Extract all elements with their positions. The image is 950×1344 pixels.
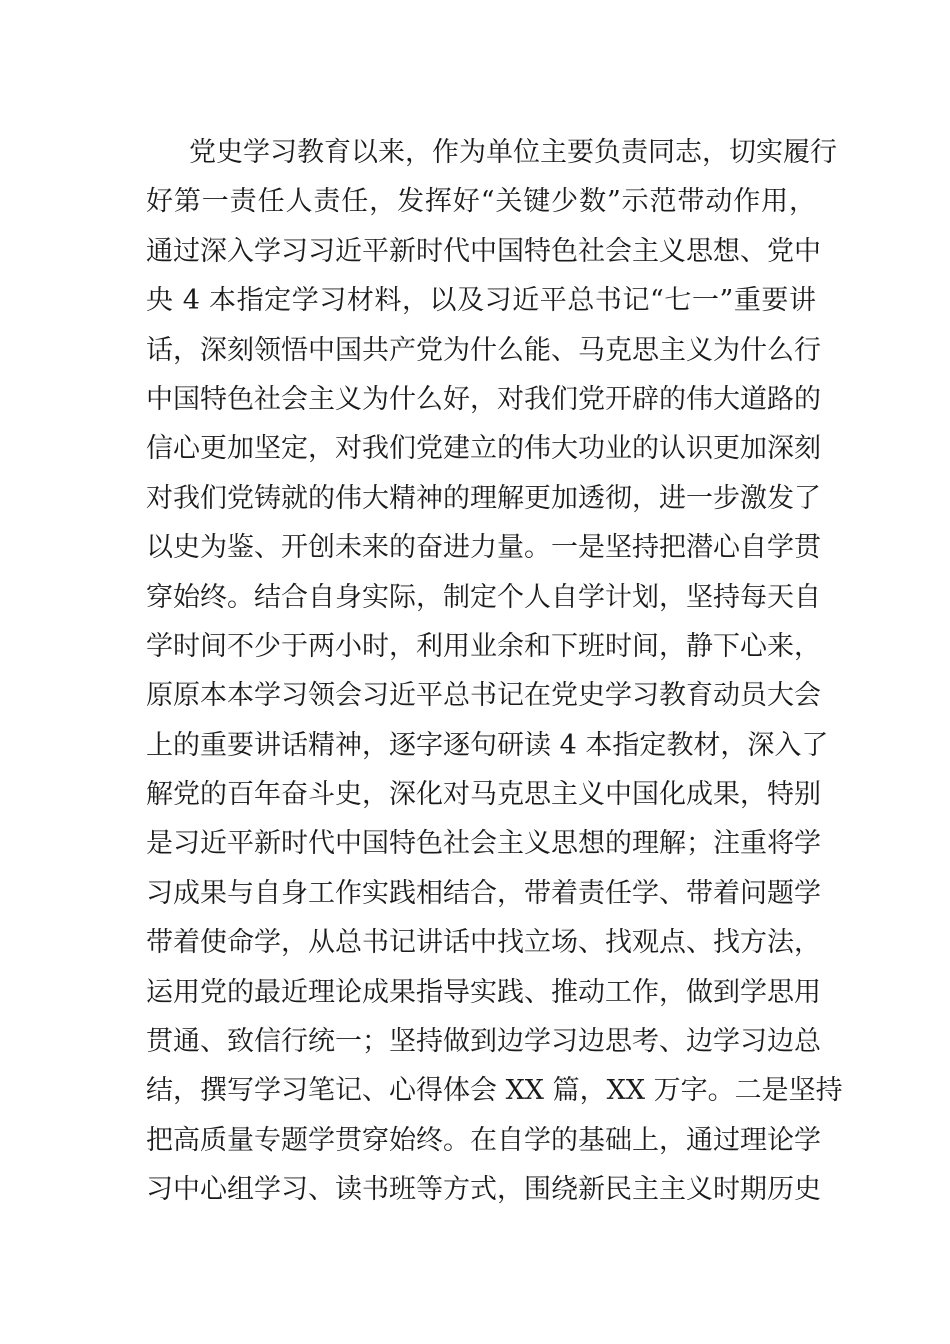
paragraph-line: 信心更加坚定，对我们党建立的伟大功业的认识更加深刻 (146, 433, 821, 465)
paragraph-line: 党史学习教育以来，作为单位主要负责同志，切实履行 (189, 137, 837, 168)
paragraph-line: 穿始终。结合自身实际，制定个人自学计划，坚持每天自 (146, 581, 821, 613)
paragraph-line: 习中心组学习、读书班等方式，围绕新民主主义时期历史 (146, 1174, 821, 1206)
paragraph-line: 好第一责任人责任，发挥好“关键少数”示范带动作用， (146, 186, 816, 218)
paragraph-line: 学时间不少于两小时，利用业余和下班时间，静下心来， (146, 630, 821, 662)
paragraph-line: 央 4 本指定学习材料，以及习近平总书记“七一”重要讲 (146, 285, 816, 317)
paragraph-line: 是习近平新时代中国特色社会主义思想的理解；注重将学 (146, 828, 821, 860)
paragraph-line: 解党的百年奋斗史，深化对马克思主义中国化成果，特别 (146, 779, 821, 811)
paragraph-line: 话，深刻领悟中国共产党为什么能、马克思主义为什么行 (146, 334, 821, 366)
paragraph-line: 以史为鉴、开创未来的奋进力量。一是坚持把潜心自学贯 (146, 532, 821, 564)
paragraph-line: 对我们党铸就的伟大精神的理解更加透彻，进一步激发了 (146, 482, 821, 514)
paragraph-line: 原原本本学习领会习近平总书记在党史学习教育动员大会 (146, 680, 821, 712)
paragraph-line: 上的重要讲话精神，逐字逐句研读 4 本指定教材，深入了 (146, 729, 829, 761)
paragraph-line: 习成果与自身工作实践相结合，带着责任学、带着问题学 (146, 877, 821, 909)
paragraph-line: 贯通、致信行统一；坚持做到边学习边思考、边学习边总 (146, 1026, 821, 1058)
paragraph-line: 结，撰写学习笔记、心得体会 XX 篇，XX 万字。二是坚持 (146, 1075, 843, 1107)
paragraph-line: 带着使命学，从总书记讲话中找立场、找观点、找方法， (146, 927, 821, 959)
body-paragraph (146, 128, 843, 1215)
paragraph-line: 中国特色社会主义为什么好，对我们党开辟的伟大道路的 (146, 383, 821, 415)
paragraph-line: 把高质量专题学贯穿始终。在自学的基础上，通过理论学 (146, 1124, 821, 1156)
paragraph-line: 运用党的最近理论成果指导实践、推动工作，做到学思用 (146, 976, 821, 1008)
paragraph-line: 通过深入学习习近平新时代中国特色社会主义思想、党中 (146, 235, 821, 267)
